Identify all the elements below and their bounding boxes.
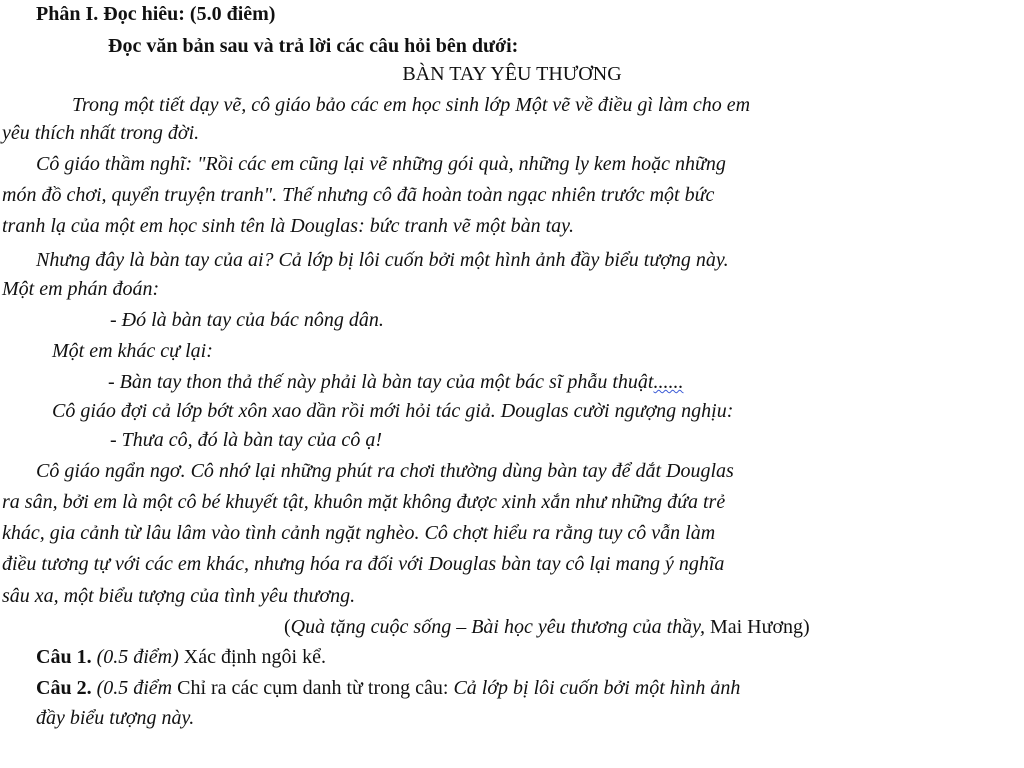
passage-line: Một em khác cự lại: (52, 340, 213, 362)
passage-line: yêu thích nhất trong đời. (2, 122, 200, 144)
passage-title: BÀN TAY YÊU THƯƠNG (402, 63, 622, 85)
question-2-quote: Cả lớp bị lôi cuốn bởi một hình ảnh (453, 677, 741, 699)
passage-line: điều tương tự với các em khác, nhưng hóa ra đối với Douglas bàn tay cô lại mang ý nghĩa (2, 553, 725, 575)
source-open-paren: ( (284, 616, 291, 638)
dialogue-line: - Đó là bàn tay của bác nông dân. (110, 309, 384, 331)
question-2-points: (0.5 điểm (91, 677, 173, 699)
question-1-label: Câu 1. (36, 646, 92, 668)
source-work: Quà tặng cuộc sống – Bài học yêu thương của thầy, (290, 616, 705, 638)
passage-line: ra sân, bởi em là một cô bé khuyết tật, khuôn mặt không được xinh xắn như những đứa trẻ (2, 491, 726, 513)
question-1-points: (0.5 điểm) (91, 646, 179, 668)
source-citation (284, 613, 810, 641)
passage-line: Trong một tiết dạy vẽ, cô giáo bảo các em học sinh lớp Một vẽ về điều gì làm cho em (72, 94, 751, 116)
passage-line: Cô giáo thầm nghĩ: "Rồi các em cũng lại vẽ những gói quà, những ly kem hoặc những (36, 153, 726, 175)
question-2-label: Câu 2. (36, 677, 92, 699)
dialogue-line (108, 368, 684, 396)
question-1 (36, 643, 326, 671)
passage-line: Cô giáo đợi cả lớp bớt xôn xao dần rồi mới hỏi tác giả. Douglas cười ngượng nghịu: (52, 400, 734, 422)
passage-line: Nhưng đây là bàn tay của ai? Cả lớp bị lôi cuốn bởi một hình ảnh đầy biểu tượng này. (36, 249, 729, 271)
passage-line: Một em phán đoán: (2, 278, 160, 300)
passage-line: Cô giáo ngẩn ngơ. Cô nhớ lại những phút ra chơi thường dùng bàn tay để dắt Douglas (36, 460, 734, 482)
reading-instruction: Đọc văn bản sau và trả lời các câu hỏi bên dưới: (108, 35, 519, 57)
question-2-text: Chỉ ra các cụm danh từ trong câu: (172, 677, 454, 699)
passage-line: tranh lạ của một em học sinh tên là Douglas: bức tranh vẽ một bàn tay. (2, 215, 574, 237)
passage-line: món đồ chơi, quyển truyện tranh". Thế nhưng cô đã hoàn toàn ngạc nhiên trước một bức (2, 184, 715, 206)
passage-line: sâu xa, một biểu tượng của tình yêu thương. (2, 585, 356, 607)
dialogue-text: - Bàn tay thon thả thế này phải là bàn tay của một bác sĩ phẫu thuật (108, 371, 654, 393)
ellipsis-underlined: ...... (653, 371, 684, 393)
section-heading: Phân I. Đọc hiêu: (5.0 điêm) (36, 3, 276, 25)
passage-line: khác, gia cảnh từ lâu lâm vào tình cảnh ngặt nghèo. Cô chợt hiểu ra rằng tuy cô vẫn làm (2, 522, 716, 544)
question-1-text: Xác định ngôi kể. (178, 646, 326, 668)
question-2 (36, 674, 740, 702)
dialogue-line: - Thưa cô, đó là bàn tay của cô ạ! (110, 429, 382, 451)
question-2-quote-continued: đầy biểu tượng này. (36, 707, 195, 729)
source-author: Mai Hương) (704, 616, 810, 638)
